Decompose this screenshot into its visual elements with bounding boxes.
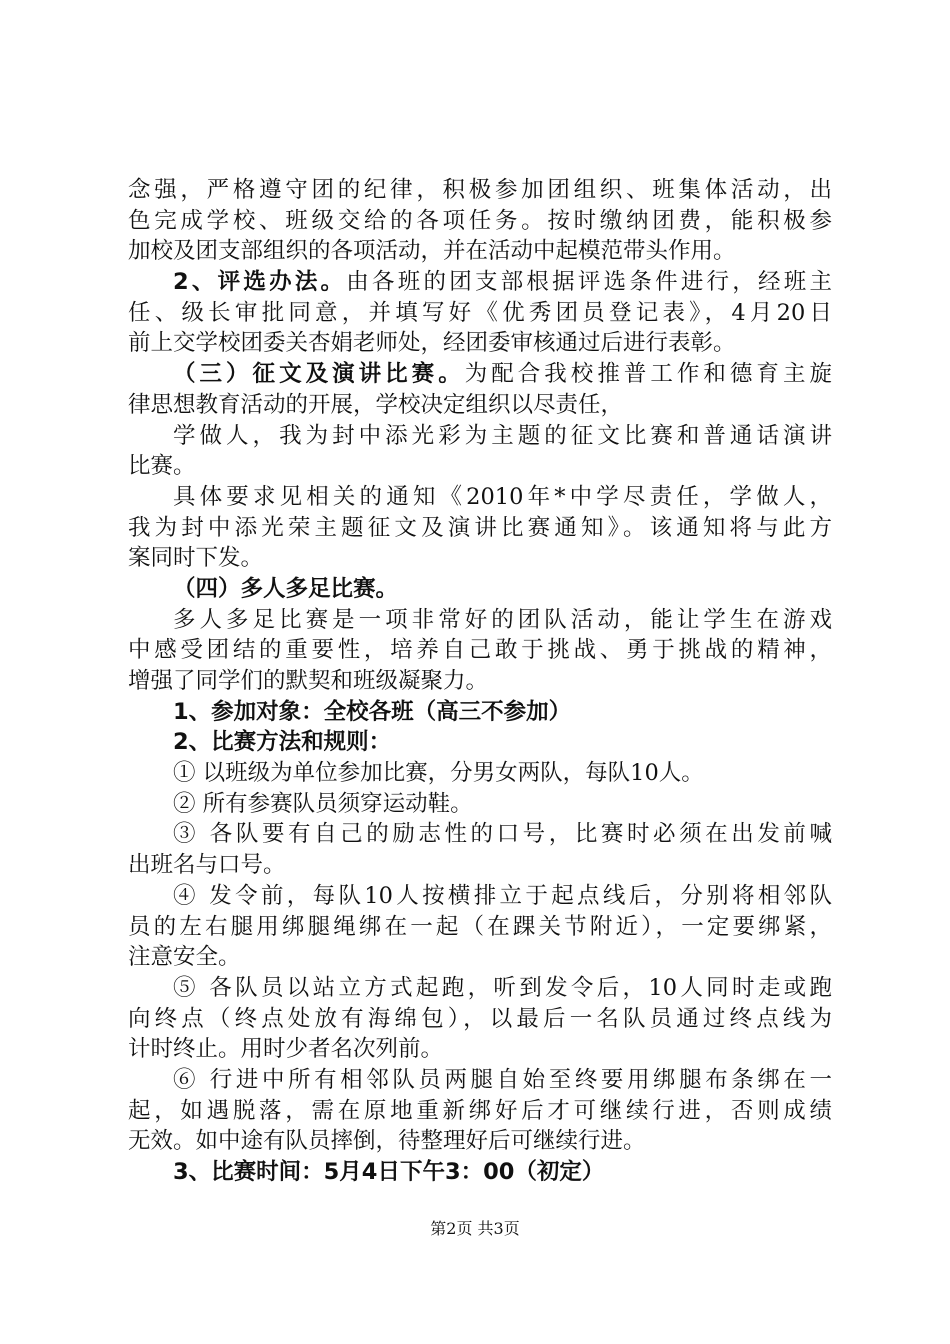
rule-item: ③ 各队要有自己的励志性的口号，比赛时必须在出发前喊 (173, 821, 832, 848)
rule-item: ④ 发令前，每队10人按横排立于起点线后，分别将相邻队 (173, 882, 832, 909)
paragraph-line (128, 359, 832, 390)
text-line: 员的左右腿用绑腿绳绑在一起（在踝关节附近），一定要绑紧， (128, 913, 832, 940)
rule-item: ⑤ 各队员以站立方式起跑，听到发令后，10人同时走或跑 (173, 974, 832, 1001)
text-line: 念强，严格遵守团的纪律，积极参加团组织、班集体活动，出 (128, 177, 832, 203)
section-heading: （四）多人多足比赛。 (173, 575, 399, 602)
text-line: 学做人，我为封中添光彩为主题的征文比赛和普通话演讲 (173, 422, 832, 449)
page-footer: 第2页 共3页 (430, 1219, 520, 1238)
text-line: 多人多足比赛是一项非常好的团队活动，能让学生在游戏 (173, 606, 832, 633)
text-line: 比赛。 (128, 453, 196, 480)
text-line: 前上交学校团委关杏娟老师处，经团委审核通过后进行表彰。 (128, 330, 736, 357)
section-heading: （三）征文及演讲比赛。 (173, 361, 465, 388)
section-heading: 3、比赛时间：5月4日下午3：00（初定） (173, 1159, 605, 1185)
text-line: 我为封中添光荣主题征文及演讲比赛通知》。该通知将与此方 (128, 514, 832, 541)
paragraph-line (128, 697, 832, 728)
document-body (128, 175, 832, 1188)
section-heading: 2、比赛方法和规则： (173, 729, 392, 756)
text-line: 向终点（终点处放有海绵包），以最后一名队员通过终点线为 (128, 1005, 832, 1032)
text-run: 由各班的团支部根据评选条件进行，经班主 (346, 269, 832, 296)
text-line: 计时终止。用时少者名次列前。 (128, 1036, 444, 1063)
text-line: 具体要求见相关的通知《2010年*中学尽责任，学做人， (173, 483, 832, 510)
paragraph-line (128, 727, 832, 758)
text-line: 任、级长审批同意，并填写好《优秀团员登记表》，4月20日 (128, 299, 832, 326)
rule-item: ⑥ 行进中所有相邻队员两腿自始至终要用绑腿布条绑在一 (173, 1066, 832, 1093)
paragraph-line (128, 1157, 832, 1188)
paragraph-line (128, 267, 832, 298)
text-line: 案同时下发。 (128, 545, 264, 572)
text-line: 出班名与口号。 (128, 852, 286, 879)
rule-item: ① 以班级为单位参加比赛，分男女两队，每队10人。 (173, 760, 704, 787)
text-line: 无效。如中途有队员摔倒，待整理好后可继续行进。 (128, 1128, 646, 1155)
section-heading: 2、评选办法。 (173, 269, 347, 296)
text-line: 加校及团支部组织的各项活动，并在活动中起模范带头作用。 (128, 238, 736, 265)
text-run: 为配合我校推普工作和德育主旋 (464, 361, 832, 388)
text-line: 起，如遇脱落，需在原地重新绑好后才可继续行进，否则成绩 (128, 1097, 832, 1124)
text-line: 色完成学校、班级交给的各项任务。按时缴纳团费，能积极参 (128, 207, 832, 234)
text-line: 注意安全。 (128, 944, 241, 971)
paragraph-line (128, 574, 832, 605)
rule-item: ② 所有参赛队员须穿运动鞋。 (173, 790, 473, 817)
text-line: 中感受团结的重要性，培养自己敢于挑战、勇于挑战的精神， (128, 637, 832, 664)
text-line: 律思想教育活动的开展，学校决定组织以尽责任， (128, 391, 624, 418)
text-line: 增强了同学们的默契和班级凝聚力。 (128, 668, 489, 694)
section-heading: 1、参加对象：全校各班（高三不参加） (173, 698, 572, 725)
